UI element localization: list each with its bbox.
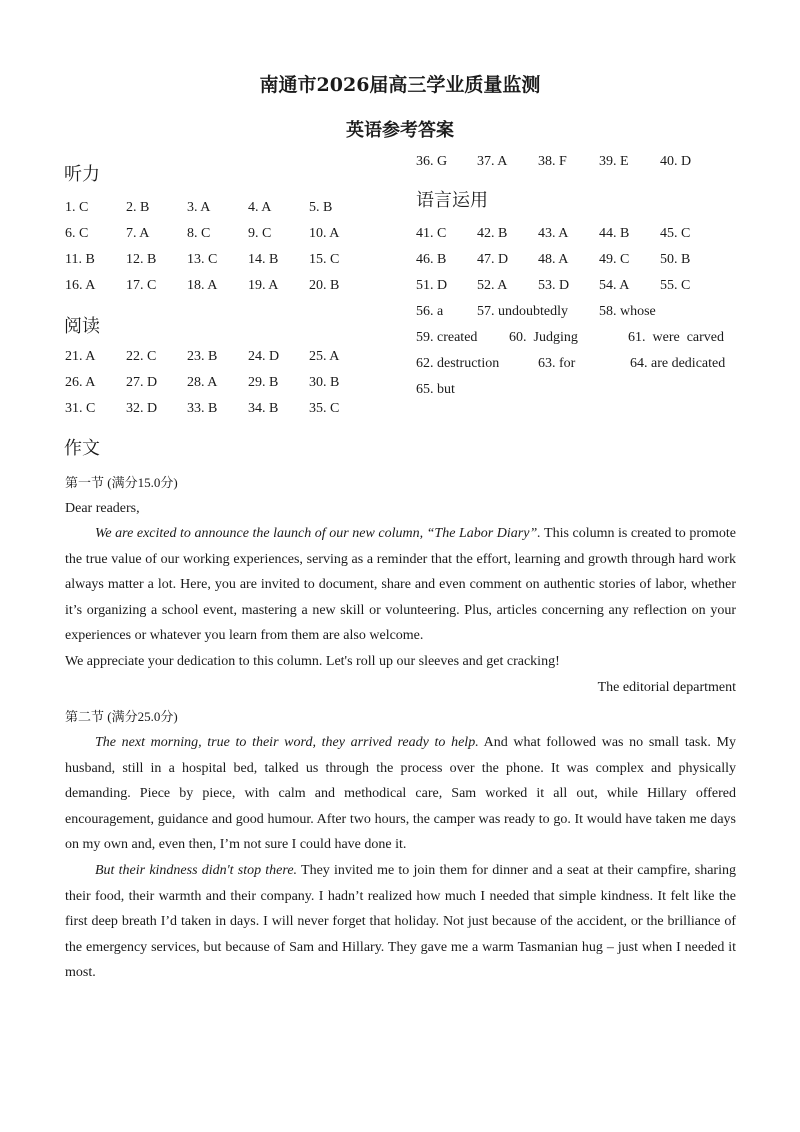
answer-item: 11. B xyxy=(65,252,95,267)
answer-item: 54. A xyxy=(599,278,630,293)
answer-item: 6. C xyxy=(65,226,89,241)
answer-item: 10. A xyxy=(309,226,340,241)
answer-item: 25. A xyxy=(309,349,340,364)
answer-item: 15. C xyxy=(309,252,340,267)
answer-item: 9. C xyxy=(248,226,272,241)
answer-item: 14. B xyxy=(248,252,279,267)
story-paragraph-2-italic: But their kindness didn't stop there. xyxy=(95,863,298,878)
answer-item: 55. C xyxy=(660,278,691,293)
answer-item: 23. B xyxy=(187,349,218,364)
letter-paragraph-1-text: This column is created to promote the true value of our working experiences, serving as a reminder that the effort, learning and growth through hard work always matter a lot. Here, you are invited to document, share and even comment on authentic stories of labor, whether it’s organizing a school event, mastering a new skill or volunteering. Plus, articles concerning any reflection on your experiences or whatever you learn from them are also welcome. xyxy=(65,526,737,643)
section-writing-heading: 作文 xyxy=(64,438,100,459)
part2-heading: 第二节 (满分25.0分) xyxy=(65,709,178,724)
answer-item: 35. C xyxy=(309,401,340,416)
answer-item: 8. C xyxy=(187,226,211,241)
answer-item: 53. D xyxy=(538,278,570,293)
answer-item: 31. C xyxy=(65,401,96,416)
answer-item: 2. B xyxy=(126,200,150,215)
answer-item: 43. A xyxy=(538,226,569,241)
answer-item: 40. D xyxy=(660,154,692,169)
answer-item: 13. C xyxy=(187,252,218,267)
answer-item: 48. A xyxy=(538,252,569,267)
answer-item: 38. F xyxy=(538,154,567,169)
story-paragraph-1-text: And what followed was no small task. My husband, still in a hospital bed, talked us through the process over the phone. It was complex and physically demanding. Piece by piece, with calm and methodical care, Sam worked it all out, while Hillary offered encouragement, guidance and good humour. After two hours, the camper was ready to go. It would have taken me days on my own and, even then, I’m not sure I could have done it. xyxy=(65,735,737,852)
grammar-answer: 61. were carved xyxy=(628,330,725,345)
grammar-answer: 57. undoubtedly xyxy=(477,304,568,319)
grammar-answer: 63. for xyxy=(538,356,576,371)
answer-item: 27. D xyxy=(126,375,158,390)
section-language-heading: 语言运用 xyxy=(416,190,488,211)
answer-item: 49. C xyxy=(599,252,630,267)
answer-item: 30. B xyxy=(309,375,340,390)
grammar-answer: 62. destruction xyxy=(416,356,500,371)
answer-item: 28. A xyxy=(187,375,218,390)
story-paragraph-2 xyxy=(65,858,736,986)
answer-item: 17. C xyxy=(126,278,157,293)
grammar-answer: 60. Judging xyxy=(509,330,578,345)
grammar-answer: 64. are dedicated xyxy=(630,356,726,371)
answer-item: 22. C xyxy=(126,349,157,364)
answer-item: 36. G xyxy=(416,154,448,169)
answer-item: 33. B xyxy=(187,401,218,416)
answer-item: 44. B xyxy=(599,226,630,241)
story-paragraph-1-italic: The next morning, true to their word, they arrived ready to help. xyxy=(95,735,479,750)
answer-item: 52. A xyxy=(477,278,508,293)
story-paragraph-1 xyxy=(65,730,736,858)
answer-item: 45. C xyxy=(660,226,691,241)
letter-paragraph-2: We appreciate your dedication to this column. Let's roll up our sleeves and get cracking! xyxy=(65,654,560,669)
letter-salutation: Dear readers, xyxy=(65,501,140,516)
letter-signature: The editorial department xyxy=(597,680,736,695)
grammar-answer: 56. a xyxy=(416,304,444,319)
answer-item: 34. B xyxy=(248,401,279,416)
letter-paragraph-1-italic: We are excited to announce the launch of our new column, “The Labor Diary”. xyxy=(95,526,541,541)
answer-item: 1. C xyxy=(65,200,89,215)
part1-heading: 第一节 (满分15.0分) xyxy=(65,475,178,490)
answer-item: 26. A xyxy=(65,375,96,390)
answer-item: 12. B xyxy=(126,252,157,267)
answer-item: 37. A xyxy=(477,154,508,169)
answer-item: 20. B xyxy=(309,278,340,293)
answer-item: 41. C xyxy=(416,226,447,241)
section-listening-heading: 听力 xyxy=(64,164,100,185)
grammar-answer: 65. but xyxy=(416,382,455,397)
answer-item: 46. B xyxy=(416,252,447,267)
answer-item: 4. A xyxy=(248,200,272,215)
answer-item: 47. D xyxy=(477,252,509,267)
answer-item: 29. B xyxy=(248,375,279,390)
answer-item: 16. A xyxy=(65,278,96,293)
answer-item: 3. A xyxy=(187,200,211,215)
letter-paragraph-1 xyxy=(65,521,736,649)
grammar-answer: 59. created xyxy=(416,330,478,345)
answer-item: 42. B xyxy=(477,226,508,241)
page-subtitle: 英语参考答案 xyxy=(346,120,454,141)
answer-item: 32. D xyxy=(126,401,158,416)
page-title: 南通市2026届高三学业质量监测 xyxy=(259,74,541,96)
answer-item: 18. A xyxy=(187,278,218,293)
grammar-answer: 58. whose xyxy=(599,304,656,319)
answer-item: 19. A xyxy=(248,278,279,293)
answer-item: 24. D xyxy=(248,349,280,364)
answer-item: 7. A xyxy=(126,226,150,241)
answer-item: 50. B xyxy=(660,252,691,267)
answer-item: 21. A xyxy=(65,349,96,364)
answer-item: 51. D xyxy=(416,278,448,293)
section-reading-heading: 阅读 xyxy=(64,316,100,337)
answer-item: 39. E xyxy=(599,154,629,169)
answer-item: 5. B xyxy=(309,200,333,215)
story-paragraph-2-text: They invited me to join them for dinner and a seat at their campfire, sharing their food, their warmth and their company. I hadn’t realized how much I needed that simple kindness. It felt like the first deep breath I’d taken in days. I will never forget that holiday. Not just because of the accident, or the brilliance of the emergency services, but because of Sam and Hillary. They gave me a warm Tasmanian hug – just when I needed it most. xyxy=(65,863,736,980)
